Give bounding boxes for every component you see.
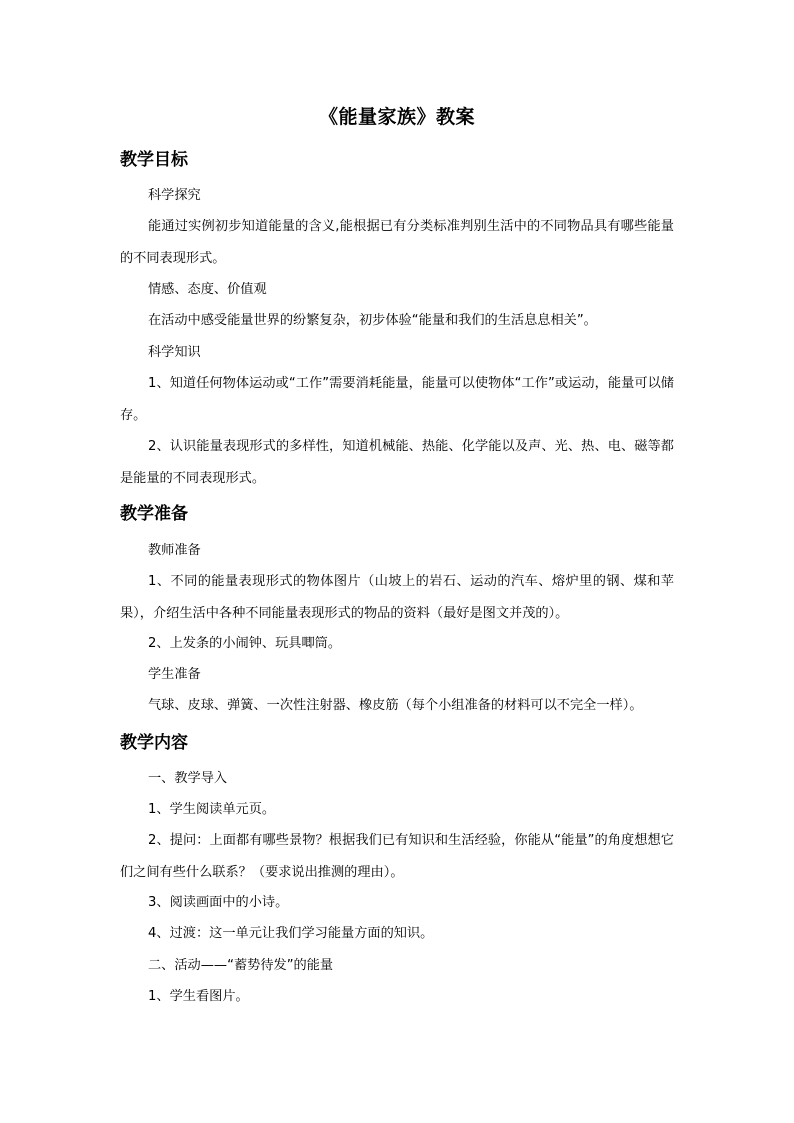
paragraph: 1、学生看图片。 bbox=[148, 989, 249, 1004]
paragraph: 二、活动——“蓄势待发”的能量 bbox=[148, 958, 334, 973]
paragraph: 气球、皮球、弹簧、一次性注射器、橡皮筋（每个小组准备的材料可以不完全一样）。 bbox=[148, 698, 643, 713]
paragraph: 2、认识能量表现形式的多样性，知道机械能、热能、化学能以及声、光、热、电、磁等都是能量的不同表现形式。 bbox=[120, 439, 674, 486]
paragraph: 在活动中感受能量世界的纷繁复杂，初步体验“能量和我们的生活息息相关”。 bbox=[148, 313, 597, 328]
paragraph: 2、上发条的小闹钟、玩具唧筒。 bbox=[148, 636, 342, 651]
section-heading-preparation: 教学准备 bbox=[120, 504, 188, 524]
paragraph: 情感、态度、价值观 bbox=[148, 282, 267, 297]
paragraph: 1、不同的能量表现形式的物体图片（山坡上的岩石、运动的汽车、熔炉里的钢、煤和苹果），介绍生活中各种不同能量表现形式的物品的资料（最好是图文并茂的）。 bbox=[120, 574, 674, 621]
paragraph: 1、知道任何物体运动或“工作”需要消耗能量，能量可以使物体“工作”或运动，能量可以储存。 bbox=[120, 376, 674, 423]
section-heading-objectives: 教学目标 bbox=[120, 150, 188, 170]
paragraph: 2、提问：上面都有哪些景物？根据我们已有知识和生活经验，你能从“能量”的角度想想它们之间有些什么联系？（要求说出推测的理由）。 bbox=[120, 833, 674, 880]
paragraph: 3、阅读画面中的小诗。 bbox=[148, 895, 289, 910]
document-title: 《能量家族》教案 bbox=[318, 106, 475, 128]
paragraph: 一、教学导入 bbox=[148, 771, 228, 786]
paragraph: 能通过实例初步知道能量的含义,能根据已有分类标准判别生活中的不同物品具有哪些能量的不同表现形式。 bbox=[120, 219, 674, 266]
paragraph: 学生准备 bbox=[148, 667, 201, 682]
paragraph: 4、过渡：这一单元让我们学习能量方面的知识。 bbox=[148, 926, 434, 941]
paragraph: 1、学生阅读单元页。 bbox=[148, 802, 276, 817]
paragraph: 教师准备 bbox=[148, 543, 201, 558]
paragraph: 科学探究 bbox=[148, 188, 201, 203]
paragraph: 科学知识 bbox=[148, 345, 201, 360]
section-heading-content: 教学内容 bbox=[120, 733, 188, 753]
